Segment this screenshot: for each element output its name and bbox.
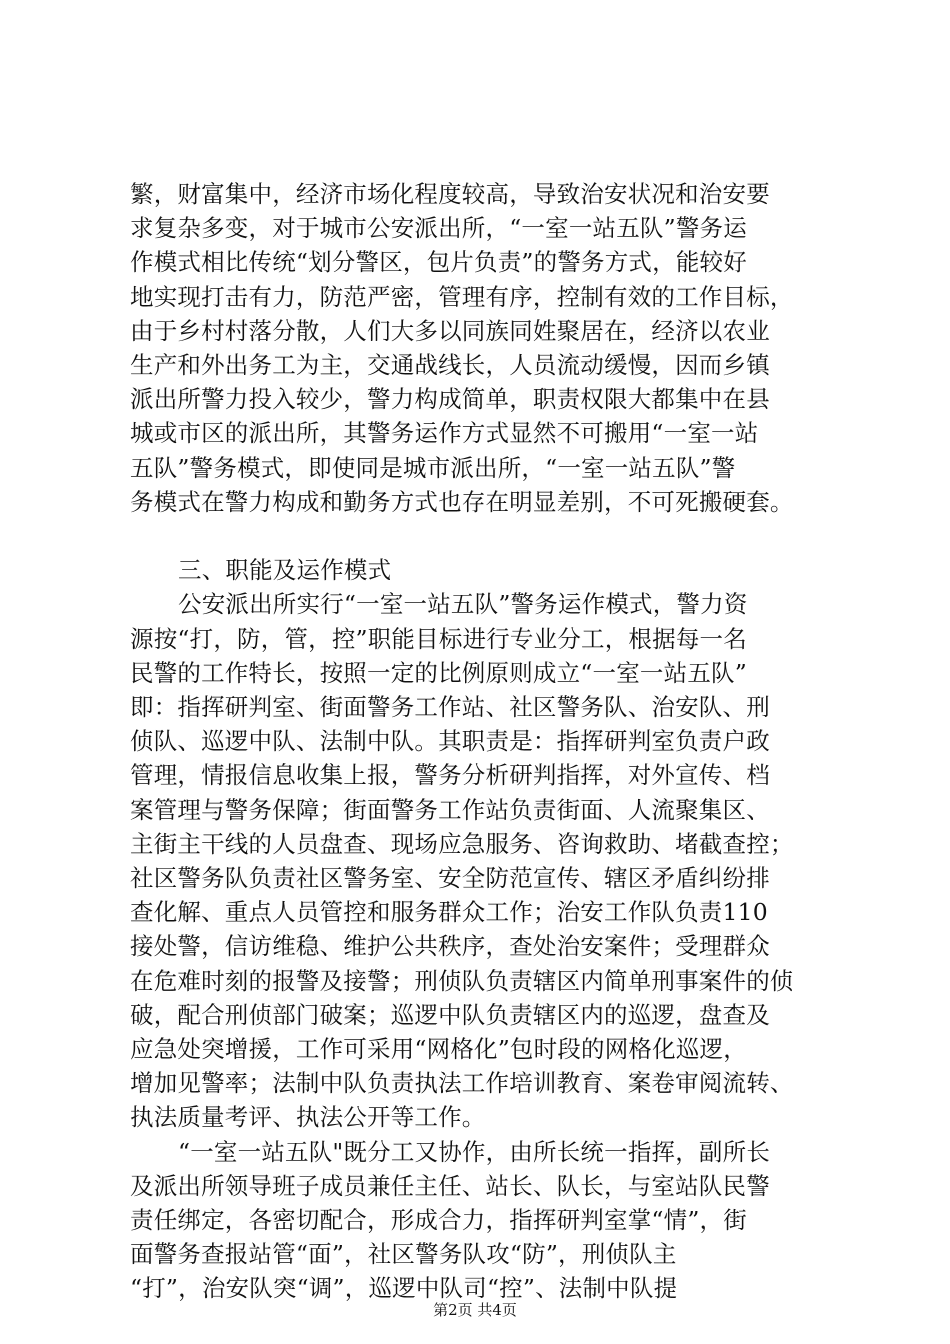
paragraph-1-line-8: 城或市区的派出所，其警务运作方式显然不可搬用“一室一站 [130,419,759,448]
paragraph-2-line-4: 即：指挥研判室、街面警务工作站、社区警务队、治安队、刑 [130,693,770,721]
paragraph-1-line-1: 繁，财富集中，经济市场化程度较高，导致治安状况和治安要 [130,180,770,208]
paragraph-3-line-5: “打”，治安队突“调”，巡逻中队司“控”、法制中队提 [130,1274,678,1303]
paragraph-2-line-11: 接处警，信访维稳、维护公共秩序，查处治安案件；受理群众 [130,932,770,961]
paragraph-2-line-6: 管理，情报信息收集上报，警务分析研判指挥，对外宣传、档 [130,761,770,790]
paragraph-3-line-2: 及派出所领导班子成员兼任主任、站长、队长，与室站队民警 [130,1171,770,1200]
paragraph-1-line-10: 务模式在警力构成和勤务方式也存在明显差别，不可死搬硬套。 [130,487,794,516]
paragraph-2-line-13: 破，配合刑侦部门破案；巡逻中队负责辖区内的巡逻，盘查及 [130,1000,770,1029]
paragraph-3-line-4: 面警务查报站管“面”，社区警务队攻“防”，刑侦队主 [130,1240,677,1269]
page-number-footer: 第2页 共4页 [433,1301,517,1319]
section-heading: 三、职能及运作模式 [178,556,392,585]
paragraph-2-line-1: 公安派出所实行“一室一站五队”警务运作模式，警力资 [178,590,748,619]
paragraph-3-line-3: 责任绑定，各密切配合，形成合力，指挥研判室掌“情”，街 [130,1206,747,1234]
paragraph-2-line-14: 应急处突增援，工作可采用“网格化”包时段的网格化巡逻， [130,1035,747,1063]
paragraph-1-line-3: 作模式相比传统“划分警区，包片负责”的警务方式，能较好 [130,248,747,277]
paragraph-2-line-5: 侦队、巡逻中队、法制中队。其职责是：指挥研判室负责户政 [130,727,770,756]
paragraph-1-line-9: 五队”警务模式，即使同是城市派出所，“一室一站五队”警 [130,453,736,482]
paragraph-2-line-3: 民警的工作特长，按照一定的比例原则成立“一室一站五队” [130,658,747,687]
paragraph-1-line-6: 生产和外出务工为主，交通战线长，人员流动缓慢，因而乡镇 [130,351,770,379]
paragraph-1-line-4: 地实现打击有力，防范严密，管理有序，控制有效的工作目标， [130,282,794,311]
paragraph-3-line-1: “一室一站五队"既分工又协作，由所长统一指挥，副所长 [178,1137,771,1166]
paragraph-2-line-9: 社区警务队负责社区警务室、安全防范宣传、辖区矛盾纠纷排 [130,864,770,892]
paragraph-2-line-16: 执法质量考评、执法公开等工作。 [130,1103,486,1132]
paragraph-2-line-2: 源按“打，防，管，控”职能目标进行专业分工，根据每一名 [130,624,747,653]
paragraph-2-line-7: 案管理与警务保障；街面警务工作站负责街面、人流聚集区、 [130,795,770,824]
paragraph-2-line-15: 增加见警率；法制中队负责执法工作培训教育、案卷审阅流转、 [130,1069,794,1098]
paragraph-1-line-5: 由于乡村村落分散，人们大多以同族同姓聚居在，经济以农业 [130,316,770,345]
paragraph-1-line-7: 派出所警力投入较少，警力构成简单，职责权限大都集中在县 [130,385,770,414]
paragraph-2-line-12: 在危难时刻的报警及接警；刑侦队负责辖区内简单刑事案件的侦 [130,966,794,995]
paragraph-2-line-8: 主街主干线的人员盘查、现场应急服务、咨询救助、堵截查控； [130,829,794,858]
paragraph-2-line-10: 查化解、重点人员管控和服务群众工作；治安工作队负责110 [130,898,768,927]
paragraph-1-line-2: 求复杂多变，对于城市公安派出所，“一室一站五队”警务运 [130,214,747,243]
